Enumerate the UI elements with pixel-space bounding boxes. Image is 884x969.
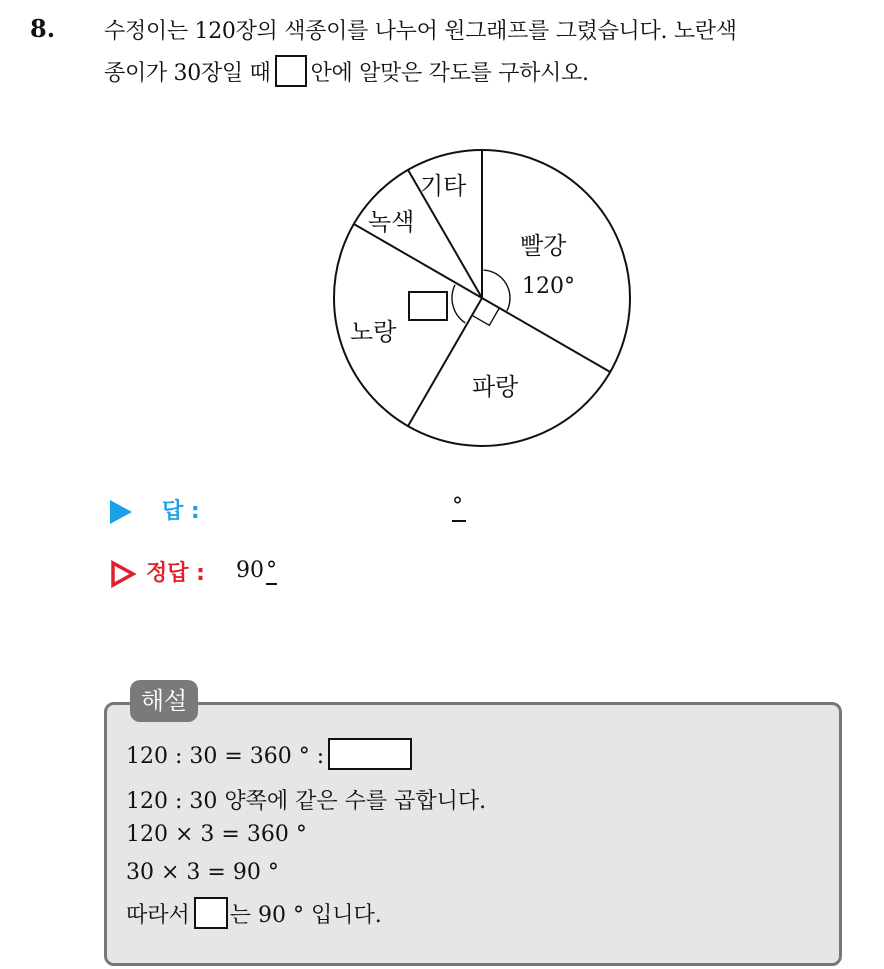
slice-label-red-angle: 120° — [522, 274, 575, 299]
answer-unit: ° — [452, 494, 463, 519]
play-outline-icon — [110, 560, 136, 588]
explanation-line1 — [126, 744, 412, 770]
answer-label: 답 : — [162, 499, 200, 524]
explanation-tag: 해설 — [130, 680, 198, 722]
slice-label-other: 기타 — [420, 172, 467, 200]
answer-row — [110, 494, 200, 525]
play-icon — [110, 500, 132, 524]
yellow-angle-arc — [452, 285, 465, 323]
correct-number: 90 — [236, 558, 264, 583]
question-number: 8. — [30, 14, 56, 43]
pie-slice-boundary — [482, 298, 610, 372]
slice-label-green: 녹색 — [368, 208, 415, 236]
correct-unit: ° — [266, 558, 277, 583]
explanation-line4: 30 × 3 = 90 ° — [126, 860, 279, 885]
red-angle-arc — [483, 270, 510, 311]
pie-chart — [0, 0, 884, 480]
question-text-after-box: 안에 알맞은 각도를 구하시오. — [310, 61, 589, 86]
correct-label: 정답 : — [146, 561, 205, 586]
explanation-blank-box-wide — [328, 738, 412, 770]
correct-row — [110, 556, 205, 588]
explanation-line5-before: 따라서 — [126, 903, 190, 928]
answer-underline — [452, 520, 466, 522]
explanation-line2: 120 : 30 양쪽에 같은 수를 곱합니다. — [126, 789, 487, 814]
explanation-line5 — [126, 898, 382, 929]
right-angle-mark — [472, 308, 499, 325]
explanation-line3: 120 × 3 = 360 ° — [126, 822, 307, 847]
slice-label-red: 빨강 — [520, 232, 567, 260]
question-text-before-box: 종이가 30장일 때 — [104, 61, 271, 86]
unknown-angle-box — [409, 292, 447, 320]
explanation-line5-after: 는 90 ° 입니다. — [229, 903, 382, 928]
correct-value — [236, 558, 277, 583]
explanation-line1-text: 120 : 30 = 360 ° : — [126, 744, 325, 769]
slice-label-blue: 파랑 — [472, 373, 519, 401]
question-text-line1: 수정이는 120장의 색종이를 나누어 원그래프를 그렸습니다. 노란색 — [104, 19, 737, 44]
explanation-blank-box — [194, 897, 228, 929]
slice-label-yellow: 노랑 — [350, 318, 397, 346]
